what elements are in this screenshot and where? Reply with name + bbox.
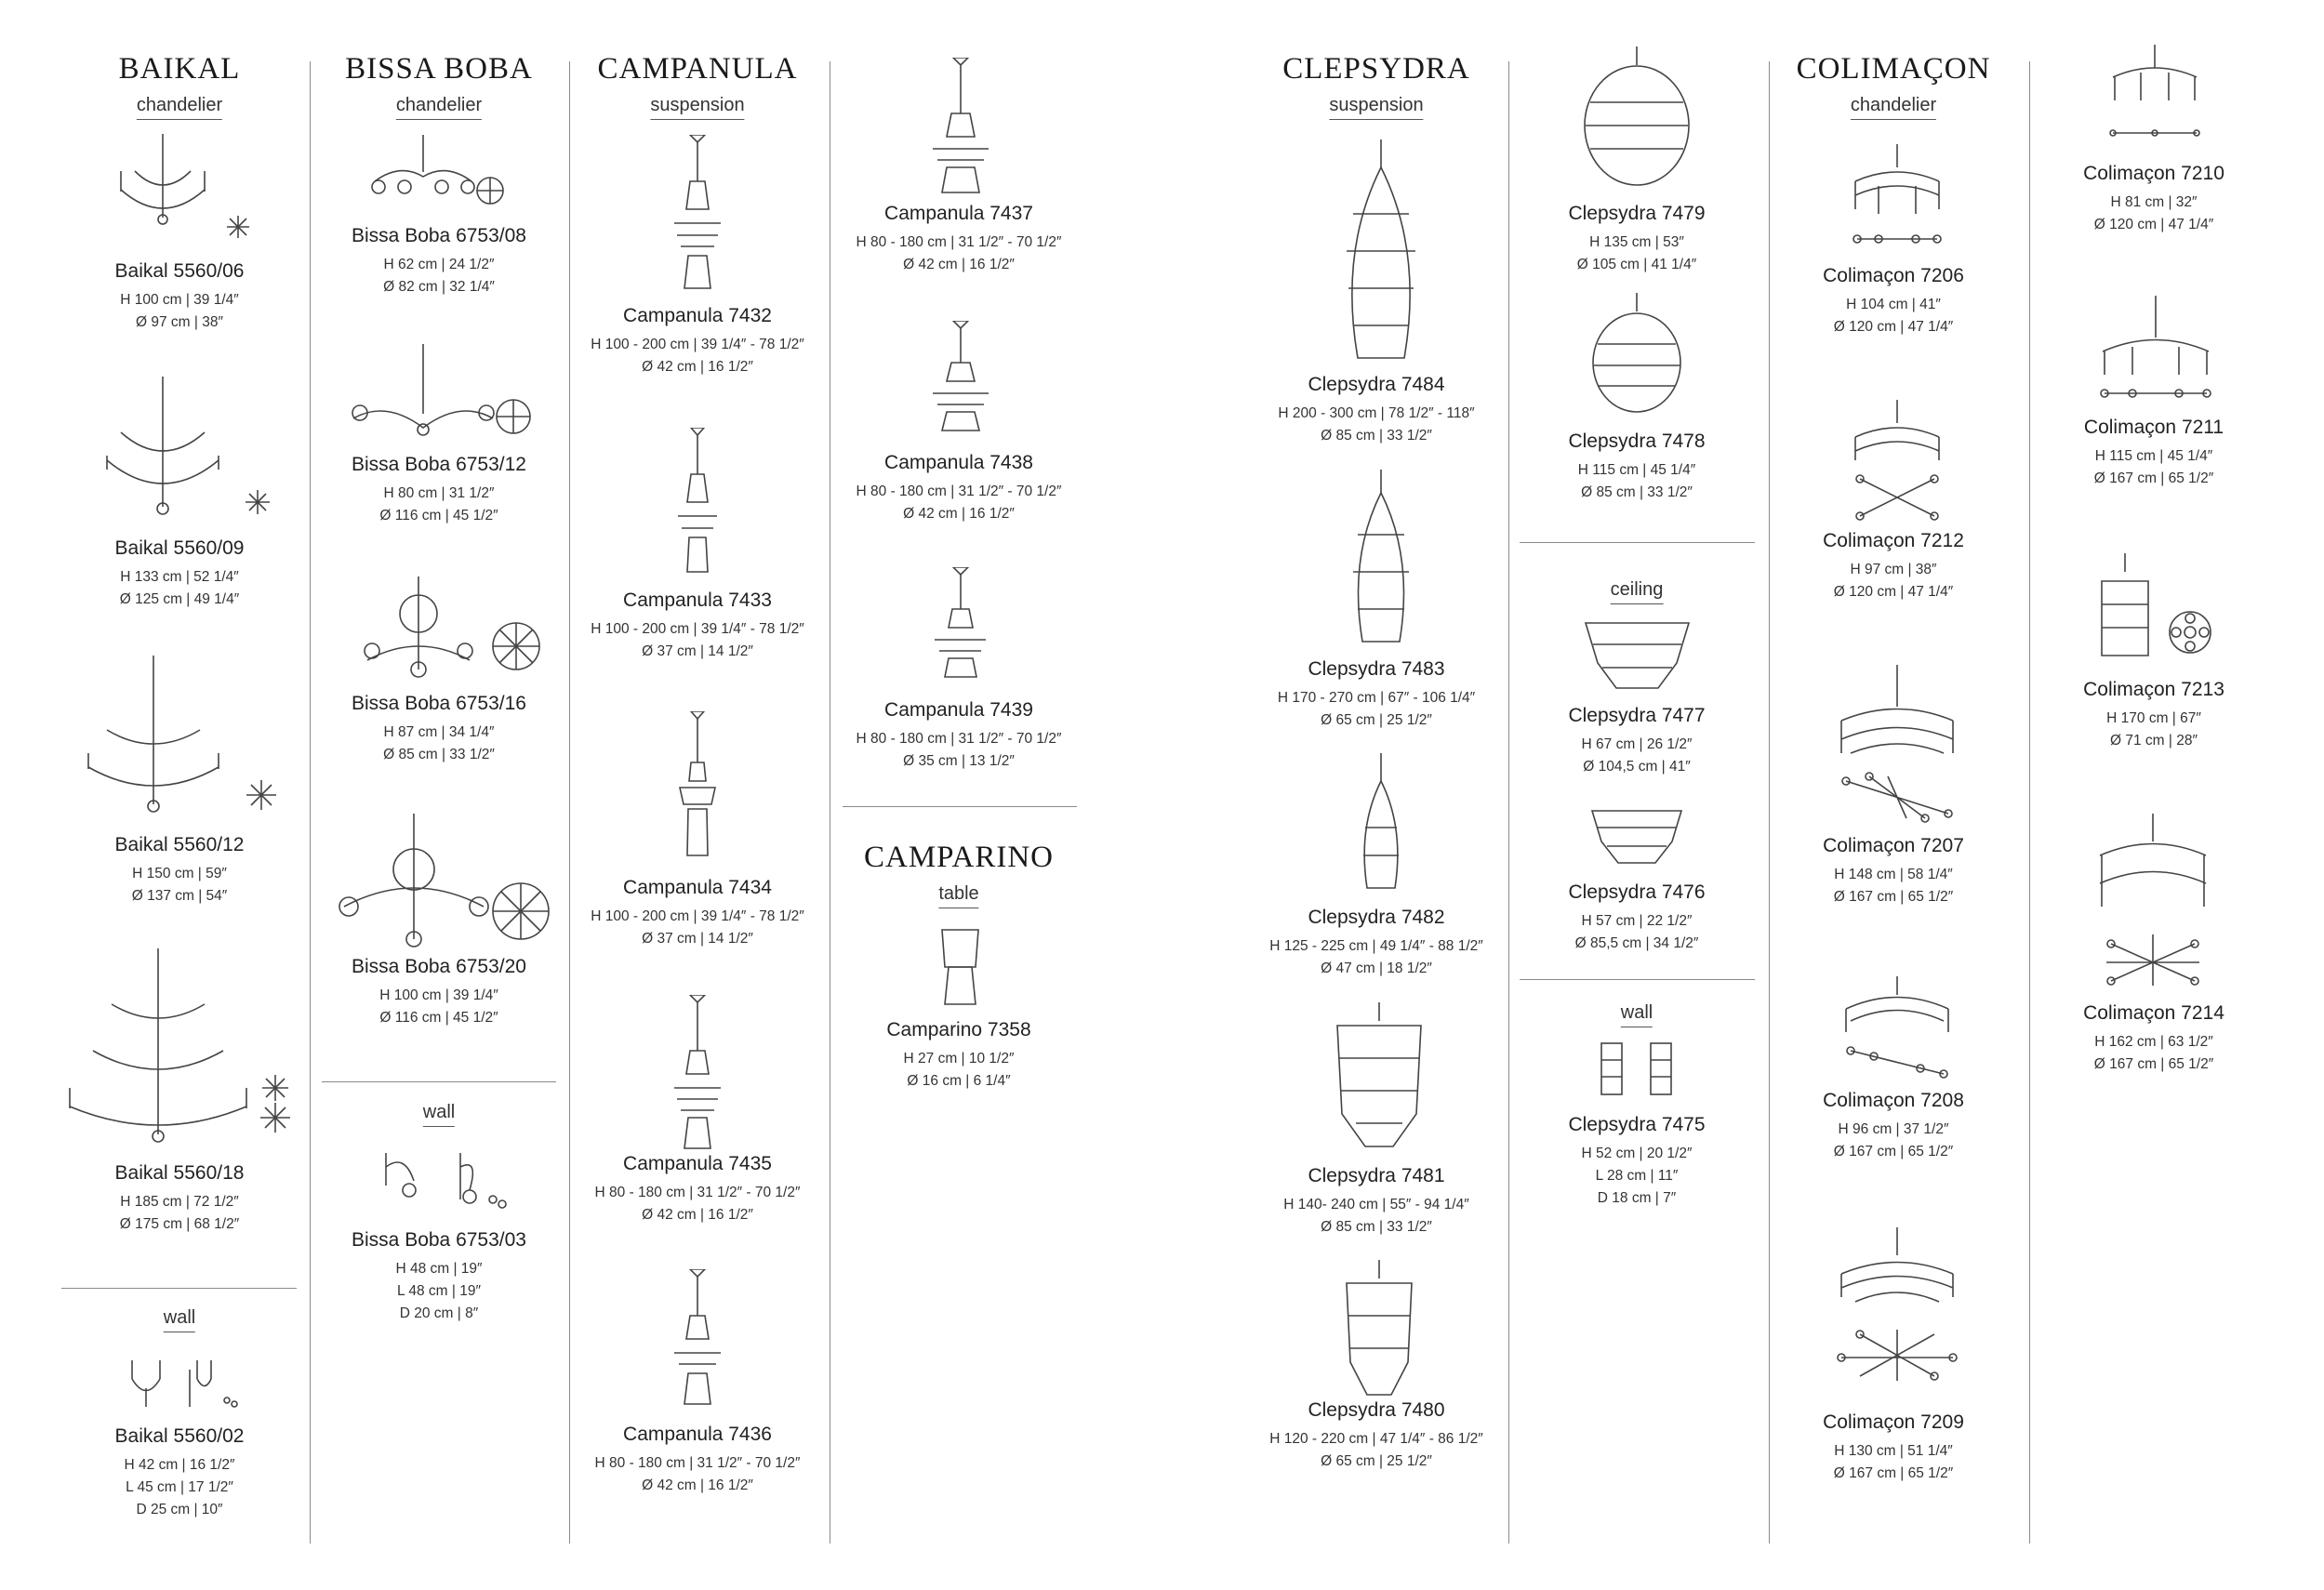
dimension-height: H 80 - 180 cm | 31 1/2″ - 70 1/2″ [594, 1185, 801, 1200]
product-colimacon-7213 [2083, 679, 2224, 752]
product-drawing [1584, 621, 1691, 691]
product-name: Colimaçon 7207 [1823, 835, 1964, 856]
product-campanula-7439 [857, 699, 1062, 773]
dimension-diameter: Ø 167 cm | 65 1/2″ [2093, 470, 2214, 486]
product-campanula-7434 [591, 877, 804, 950]
product-clepsydra-7475 [1568, 1114, 1705, 1210]
product-campanula-7435 [595, 1153, 801, 1226]
dimension-height: H 170 cm | 67″ [2106, 710, 2201, 726]
section-divider [1520, 979, 1755, 980]
dimension-height: H 96 cm | 37 1/2″ [1838, 1121, 1949, 1137]
product-name: Baikal 5560/18 [114, 1162, 245, 1184]
family-subtitle-bissa-boba: chandelier [396, 95, 482, 120]
dimension-depth: D 18 cm | 7″ [1597, 1190, 1677, 1206]
product-name: Baikal 5560/06 [114, 260, 245, 282]
dimension-diameter: Ø 105 cm | 41 1/4″ [1576, 257, 1697, 272]
product-name: Baikal 5560/12 [114, 834, 245, 855]
family-title-colimacon: COLIMAÇON [1796, 52, 1991, 86]
dimension-height: H 80 - 180 cm | 31 1/2″ - 70 1/2″ [594, 1455, 801, 1471]
product-name: Colimaçon 7209 [1823, 1411, 1964, 1433]
product-colimacon-7214 [2083, 1002, 2224, 1076]
product-campanula-7432 [591, 305, 804, 378]
product-name: Bissa Boba 6753/16 [352, 693, 526, 714]
dimension-diameter: Ø 65 cm | 25 1/2″ [1321, 1453, 1432, 1469]
dimension-diameter: Ø 167 cm | 65 1/2″ [1833, 1144, 1954, 1159]
product-drawing [1348, 470, 1414, 646]
product-drawing [1590, 809, 1683, 865]
dimension-height: H 62 cm | 24 1/2″ [383, 257, 495, 272]
product-clepsydra-7480 [1269, 1399, 1483, 1473]
product-drawing [335, 814, 558, 953]
dimension-diameter: Ø 65 cm | 25 1/2″ [1321, 712, 1432, 728]
dimension-height: H 57 cm | 22 1/2″ [1581, 913, 1693, 929]
dimension-height: H 162 cm | 63 1/2″ [2094, 1034, 2213, 1050]
dimension-diameter: Ø 42 cm | 16 1/2″ [642, 1477, 753, 1493]
product-name: Campanula 7435 [623, 1153, 772, 1174]
product-drawing [123, 1356, 244, 1411]
dimension-depth: D 20 cm | 8″ [399, 1305, 479, 1321]
product-campanula-7433 [591, 590, 804, 663]
product-clepsydra-7478 [1568, 431, 1705, 504]
product-baikal-5560-18 [115, 1162, 245, 1236]
dimension-height: H 133 cm | 52 1/4″ [120, 569, 239, 585]
family-title-clepsydra: CLEPSYDRA [1282, 52, 1470, 86]
product-name: Campanula 7438 [884, 452, 1033, 473]
dimension-height: H 48 cm | 19″ [395, 1261, 483, 1277]
product-drawing [670, 1269, 725, 1409]
product-drawing [367, 135, 553, 209]
dimension-height: H 100 - 200 cm | 39 1/4″ - 78 1/2″ [591, 908, 804, 924]
dimension-diameter: Ø 85 cm | 33 1/2″ [1581, 484, 1693, 500]
product-colimacon-7212 [1823, 530, 1964, 603]
family-subtitle-camparino: table [938, 883, 978, 908]
family-subtitle-clepsydra: suspension [1329, 95, 1423, 120]
dimension-diameter: Ø 175 cm | 68 1/2″ [119, 1216, 240, 1232]
product-drawing [112, 134, 260, 245]
dimension-diameter: Ø 120 cm | 47 1/4″ [2093, 217, 2214, 232]
dimension-height: H 100 - 200 cm | 39 1/4″ - 78 1/2″ [591, 621, 804, 637]
dimension-length: L 48 cm | 19″ [397, 1283, 481, 1299]
product-name: Baikal 5560/09 [114, 537, 245, 559]
dimension-diameter: Ø 167 cm | 65 1/2″ [1833, 889, 1954, 905]
product-drawing [1358, 753, 1404, 893]
dimension-length: L 28 cm | 11″ [1595, 1168, 1679, 1184]
product-drawing [674, 428, 721, 576]
dimension-height: H 185 cm | 72 1/2″ [120, 1194, 239, 1210]
product-name: Bissa Boba 6753/20 [352, 956, 526, 977]
dimension-diameter: Ø 85 cm | 33 1/2″ [383, 747, 495, 762]
product-drawing [358, 576, 553, 688]
dimension-diameter: Ø 71 cm | 28″ [2110, 733, 2198, 749]
product-drawing [1832, 1227, 1962, 1385]
family-subtitle-campanula: suspension [650, 95, 744, 120]
product-drawing [79, 656, 284, 814]
dimension-diameter: Ø 120 cm | 47 1/4″ [1833, 584, 1954, 600]
dimension-diameter: Ø 37 cm | 14 1/2″ [642, 931, 753, 947]
dimension-diameter: Ø 104,5 cm | 41″ [1583, 759, 1691, 775]
subcategory-clepsydra-wall: wall [1621, 1002, 1653, 1027]
product-bissa-boba-6753-08 [352, 225, 526, 298]
dimension-height: H 170 - 270 cm | 67″ - 106 1/4″ [1277, 690, 1476, 706]
product-name: Clepsydra 7479 [1568, 203, 1706, 224]
product-bissa-boba-6753-12 [352, 454, 526, 527]
dimension-height: H 80 - 180 cm | 31 1/2″ - 70 1/2″ [856, 234, 1062, 250]
product-name: Bissa Boba 6753/08 [352, 225, 526, 246]
subcategory-clepsydra-ceiling: ceiling [1611, 579, 1664, 604]
dimension-height: H 100 cm | 39 1/4″ [120, 292, 239, 308]
dimension-diameter: Ø 167 cm | 65 1/2″ [1833, 1465, 1954, 1481]
product-drawing [2092, 814, 2213, 986]
dimension-height: H 100 cm | 39 1/4″ [379, 987, 498, 1003]
product-drawing [1846, 144, 1948, 251]
dimension-height: H 104 cm | 41″ [1846, 297, 1941, 312]
product-name: Campanula 7433 [623, 590, 772, 611]
product-name: Clepsydra 7478 [1568, 431, 1706, 452]
product-drawing [65, 948, 298, 1144]
dimension-diameter: Ø 42 cm | 16 1/2″ [642, 1207, 753, 1223]
product-name: Clepsydra 7477 [1568, 705, 1706, 726]
product-clepsydra-7477 [1568, 705, 1705, 778]
product-drawing [1590, 293, 1683, 414]
family-subtitle-baikal: chandelier [137, 95, 222, 120]
product-name: Colimaçon 7214 [2083, 1002, 2224, 1024]
product-campanula-7438 [857, 452, 1062, 525]
subcategory-bissa-wall: wall [423, 1102, 455, 1127]
family-subtitle-colimacon: chandelier [1851, 95, 1936, 120]
product-baikal-5560-06 [115, 260, 245, 334]
product-name: Colimaçon 7212 [1823, 530, 1964, 551]
dimension-height: H 81 cm | 32″ [2110, 194, 2198, 210]
product-colimacon-7211 [2084, 417, 2224, 490]
product-drawing [928, 321, 993, 432]
product-baikal-5560-09 [115, 537, 245, 611]
product-drawing [1600, 1041, 1674, 1097]
section-divider [1520, 542, 1755, 543]
product-name: Campanula 7434 [623, 877, 772, 898]
column-divider [1508, 61, 1509, 1544]
product-colimacon-7208 [1823, 1090, 1964, 1163]
product-colimacon-7209 [1823, 1411, 1964, 1485]
dimension-height: H 130 cm | 51 1/4″ [1834, 1443, 1953, 1459]
product-colimacon-7210 [2083, 163, 2224, 236]
product-drawing [674, 711, 721, 860]
dimension-diameter: Ø 125 cm | 49 1/4″ [119, 591, 240, 607]
product-drawing [98, 377, 274, 525]
dimension-diameter: Ø 85,5 cm | 34 1/2″ [1574, 935, 1699, 951]
dimension-height: H 115 cm | 45 1/4″ [1577, 462, 1696, 478]
dimension-diameter: Ø 97 cm | 38″ [136, 314, 223, 330]
dimension-diameter: Ø 120 cm | 47 1/4″ [1833, 319, 1954, 335]
dimension-height: H 120 - 220 cm | 47 1/4″ - 86 1/2″ [1269, 1431, 1483, 1447]
family-title-campanula: CAMPANULA [597, 52, 798, 86]
product-name: Clepsydra 7475 [1568, 1114, 1706, 1135]
product-camparino-7358 [886, 1019, 1030, 1093]
dimension-diameter: Ø 42 cm | 16 1/2″ [903, 257, 1015, 272]
dimension-diameter: Ø 42 cm | 16 1/2″ [642, 359, 753, 375]
product-drawing [2104, 45, 2206, 147]
dimension-height: H 67 cm | 26 1/2″ [1581, 736, 1693, 752]
dimension-diameter: Ø 16 cm | 6 1/4″ [907, 1073, 1011, 1089]
product-drawing [1846, 400, 1948, 521]
product-name: Campanula 7437 [884, 203, 1033, 224]
product-drawing [1339, 139, 1423, 363]
dimension-height: H 80 - 180 cm | 31 1/2″ - 70 1/2″ [856, 484, 1062, 499]
product-drawing [1328, 1002, 1430, 1151]
product-bissa-boba-6753-16 [352, 693, 526, 766]
dimension-height: H 42 cm | 16 1/2″ [124, 1457, 235, 1473]
product-name: Colimaçon 7213 [2083, 679, 2224, 700]
dimension-height: H 115 cm | 45 1/4″ [2094, 448, 2213, 464]
product-name: Baikal 5560/02 [114, 1425, 245, 1447]
dimension-height: H 148 cm | 58 1/4″ [1834, 867, 1953, 882]
dimension-height: H 140- 240 cm | 55″ - 94 1/4″ [1283, 1197, 1469, 1212]
product-name: Clepsydra 7481 [1308, 1165, 1445, 1186]
product-drawing [670, 995, 725, 1153]
dimension-height: H 52 cm | 20 1/2″ [1581, 1146, 1693, 1161]
product-drawing [1337, 1260, 1421, 1399]
product-drawing [349, 344, 544, 446]
family-title-baikal: BAIKAL [118, 52, 241, 86]
product-drawing [1837, 976, 1958, 1079]
dimension-height: H 27 cm | 10 1/2″ [903, 1051, 1015, 1067]
column-divider [310, 61, 311, 1544]
subcategory-baikal-wall: wall [164, 1307, 195, 1332]
dimension-diameter: Ø 137 cm | 54″ [131, 888, 228, 904]
product-drawing [1832, 665, 1962, 823]
dimension-diameter: Ø 42 cm | 16 1/2″ [903, 506, 1015, 522]
family-title-bissa-boba: BISSA BOBA [345, 52, 533, 86]
product-name: Bissa Boba 6753/03 [352, 1229, 526, 1251]
product-name: Clepsydra 7482 [1308, 907, 1445, 928]
product-clepsydra-7484 [1278, 374, 1474, 447]
product-name: Campanula 7432 [623, 305, 772, 326]
product-name: Clepsydra 7484 [1308, 374, 1445, 395]
dimension-diameter: Ø 85 cm | 33 1/2″ [1321, 1219, 1432, 1235]
dimension-depth: D 25 cm | 10″ [136, 1502, 223, 1517]
product-bissa-boba-6753-20 [352, 956, 526, 1029]
product-name: Clepsydra 7480 [1308, 1399, 1445, 1421]
product-drawing [935, 925, 986, 1009]
product-name: Camparino 7358 [886, 1019, 1031, 1040]
dimension-diameter: Ø 85 cm | 33 1/2″ [1321, 428, 1432, 444]
dimension-height: H 125 - 225 cm | 49 1/4″ - 88 1/2″ [1269, 938, 1483, 954]
dimension-diameter: Ø 47 cm | 18 1/2″ [1321, 961, 1432, 976]
dimension-height: H 100 - 200 cm | 39 1/4″ - 78 1/2″ [591, 337, 804, 352]
product-name: Colimaçon 7211 [2083, 417, 2224, 438]
product-drawing [930, 567, 990, 679]
product-campanula-7436 [595, 1424, 801, 1497]
family-title-camparino: CAMPARINO [863, 841, 1055, 874]
product-bissa-boba-6753-03 [352, 1229, 526, 1325]
dimension-diameter: Ø 37 cm | 14 1/2″ [642, 643, 753, 659]
dimension-diameter: Ø 116 cm | 45 1/2″ [379, 1010, 498, 1026]
dimension-diameter: Ø 35 cm | 13 1/2″ [903, 753, 1015, 769]
product-drawing [377, 1148, 525, 1213]
dimension-height: H 200 - 300 cm | 78 1/2″ - 118″ [1278, 405, 1475, 421]
product-drawing [928, 58, 993, 197]
product-clepsydra-7479 [1568, 203, 1705, 276]
column-divider [2029, 61, 2030, 1544]
product-name: Clepsydra 7483 [1308, 658, 1445, 680]
product-name: Colimaçon 7206 [1823, 265, 1964, 286]
product-drawing [2097, 553, 2218, 665]
dimension-length: L 45 cm | 17 1/2″ [126, 1479, 233, 1495]
product-drawing [1581, 46, 1693, 186]
product-name: Campanula 7436 [623, 1424, 772, 1445]
dimension-height: H 150 cm | 59″ [132, 866, 227, 881]
product-drawing [2095, 296, 2216, 407]
product-baikal-5560-12 [115, 834, 245, 908]
product-clepsydra-7482 [1269, 907, 1483, 980]
product-clepsydra-7476 [1568, 881, 1705, 955]
product-name: Bissa Boba 6753/12 [352, 454, 526, 475]
product-colimacon-7207 [1823, 835, 1964, 908]
column-divider [1769, 61, 1770, 1544]
dimension-height: H 135 cm | 53″ [1589, 234, 1684, 250]
product-drawing [670, 135, 725, 293]
product-colimacon-7206 [1823, 265, 1964, 338]
column-divider [569, 61, 570, 1544]
product-campanula-7437 [857, 203, 1062, 276]
dimension-diameter: Ø 167 cm | 65 1/2″ [2093, 1056, 2214, 1072]
product-name: Clepsydra 7476 [1568, 881, 1706, 903]
product-name: Colimaçon 7210 [2083, 163, 2224, 184]
dimension-height: H 87 cm | 34 1/4″ [383, 724, 495, 740]
product-name: Campanula 7439 [884, 699, 1033, 721]
product-baikal-5560-02 [115, 1425, 245, 1521]
dimension-diameter: Ø 116 cm | 45 1/2″ [379, 508, 498, 523]
dimension-diameter: Ø 82 cm | 32 1/4″ [383, 279, 495, 295]
dimension-height: H 80 cm | 31 1/2″ [383, 485, 495, 501]
section-divider [843, 806, 1077, 807]
dimension-height: H 97 cm | 38″ [1850, 562, 1937, 577]
section-divider [322, 1081, 556, 1082]
product-clepsydra-7481 [1283, 1165, 1468, 1239]
dimension-height: H 80 - 180 cm | 31 1/2″ - 70 1/2″ [856, 731, 1062, 747]
section-divider [61, 1288, 297, 1289]
product-clepsydra-7483 [1278, 658, 1475, 732]
product-name: Colimaçon 7208 [1823, 1090, 1964, 1111]
